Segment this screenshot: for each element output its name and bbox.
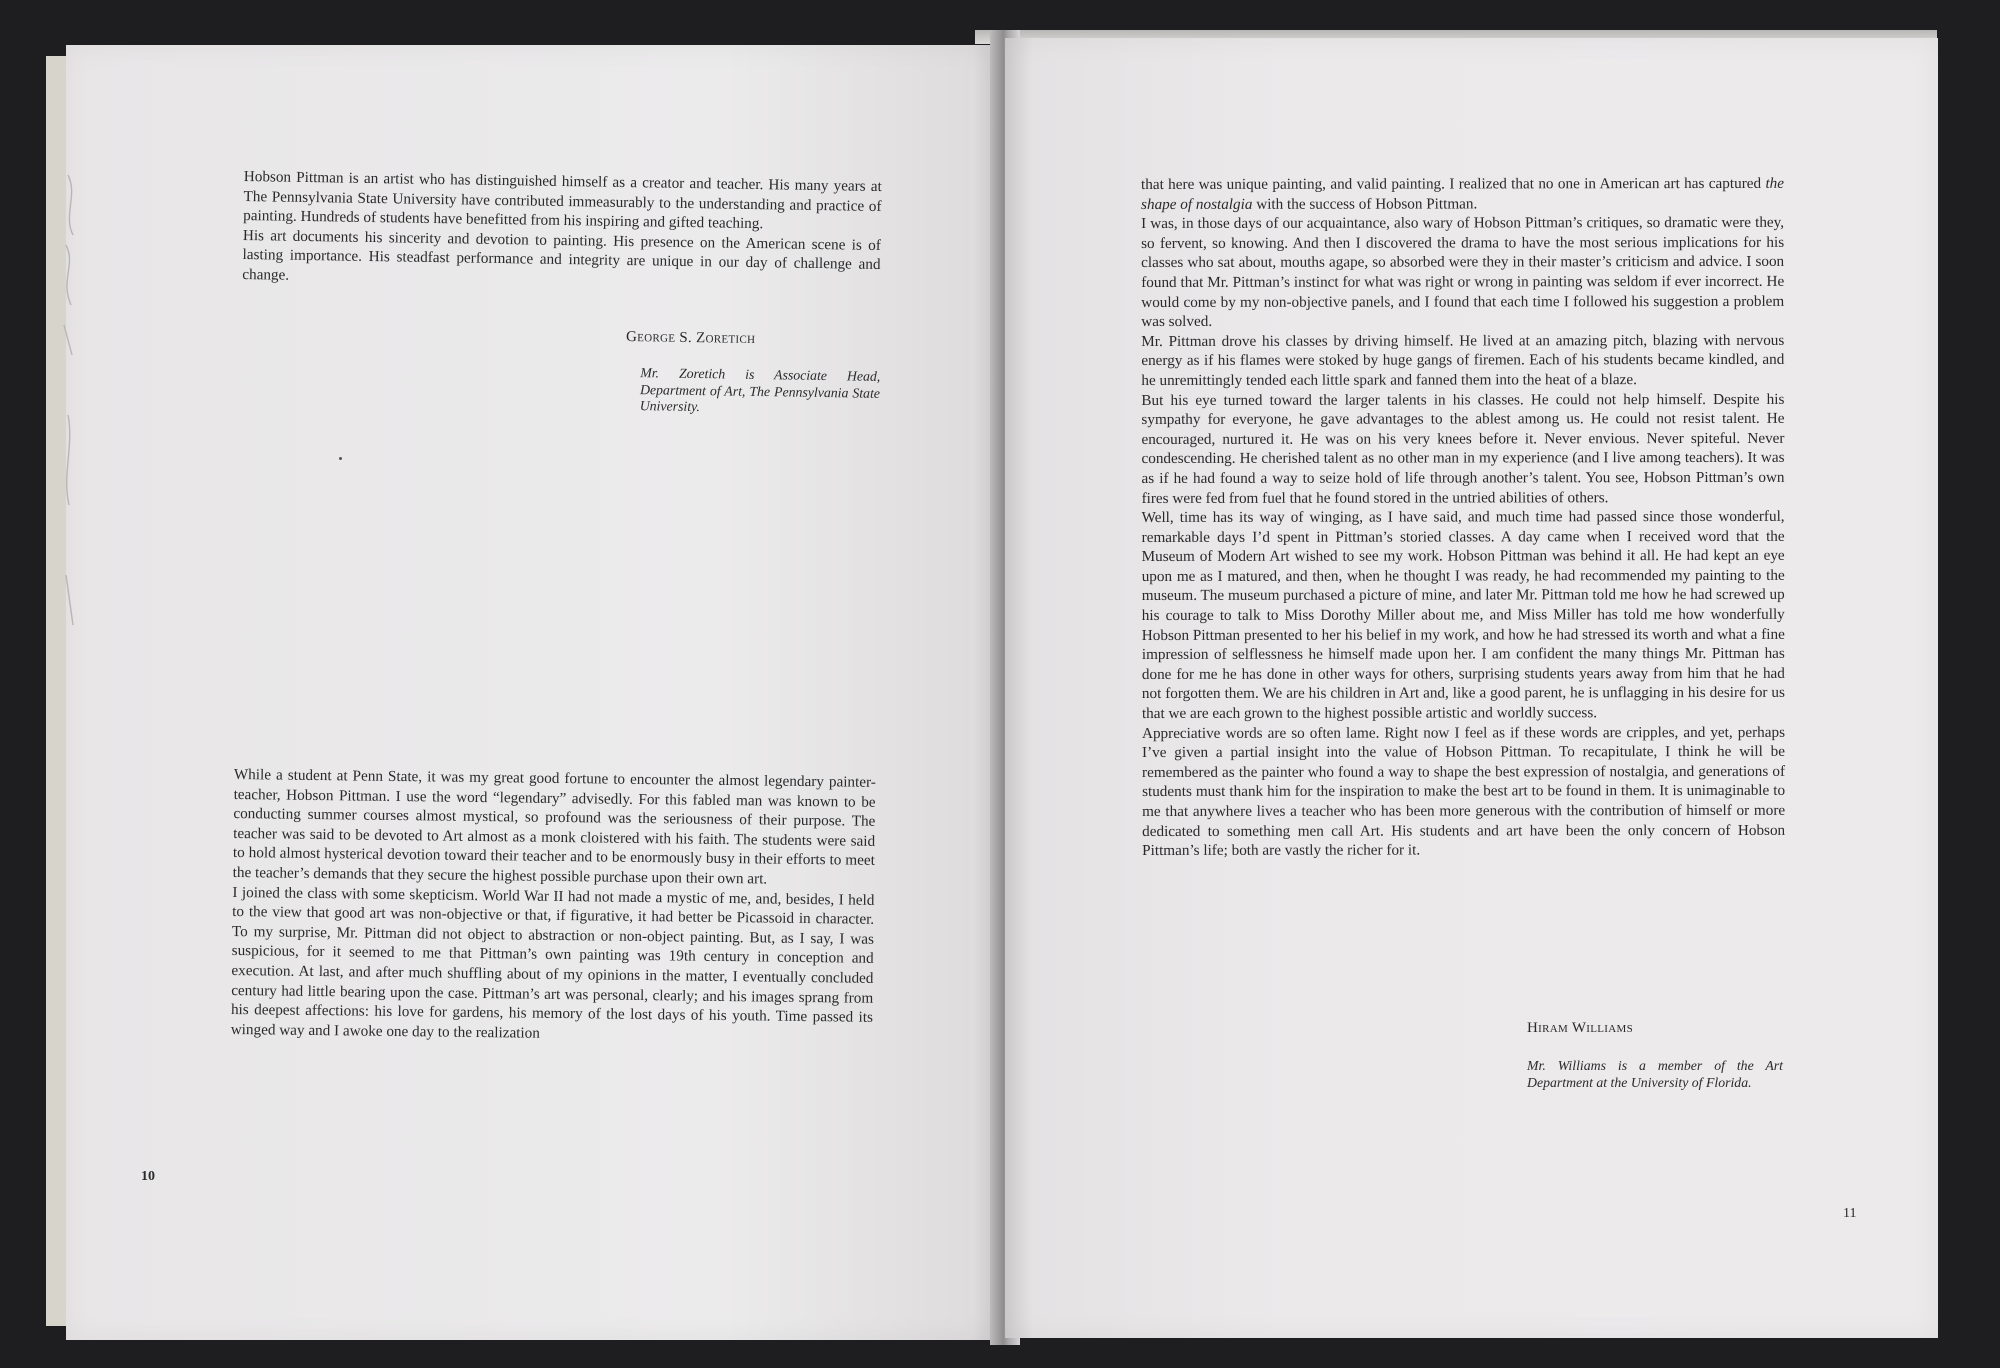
- left-page: [66, 45, 1001, 1340]
- body-paragraph: I was, in those days of our acquaintance, also wary of Hobson Pittman’s critiques, so dramatic were they, so fervent, so knowing. And then I discovered the drama to have the most serious implications for his classes who sat about, mouths agape, so absorbed were they in their master’s criticism and advice. I soon found that Mr. Pittman’s instinct for what was right or wrong in painting was seldom if ever incorrect. He would come by my non-objective panels, and I found that each time I followed his suggestion a problem was solved.: [1141, 214, 1785, 331]
- signature-zoretich: George S. Zoretich: [625, 328, 756, 348]
- body-paragraph: But his eye turned toward the larger talents in his classes. He could not help himself. Despite his sympathy for everyone, he gave advantages to the ablest among us. He could not resist talent. He encouraged, nurtured it. He was on his very knees before it. Never envious. Never spiteful. Never condescending. He cherished talent as no other man in my experience (and I live among teachers). It was as if he had found a way to seize hold of life through another’s talent. You see, Hobson Pittman’s own fires were fed from fuel that he found stored in the untried abilities of others.: [1141, 390, 1785, 507]
- body-paragraph: Well, time has its way of winging, as I have said, and much time had passed since those wonderful, remarkable days I’d spent in Pittman’s storied classes. A day came when I received word that the Museum of Modern Art wished to see my work. Hobson Pittman was behind it all. He had kept an eye upon me as I matured, and then, when he thought I was ready, he had recommended my painting to the museum. The museum purchased a picture of mine, and later Mr. Pittman told me how he had screwed up his courage to talk to Miss Dorothy Miller about me, and Miss Miller has told me how wonderfully Hobson Pittman presented to her his belief in my work, and how he had stressed its worth and what a fine impression of selflessness he himself made upon her. I am confident the many things Mr. Pittman has done for me he has done in other ways for others, surprising students years away from him that he had not forgotten them. We are his children in Art and, like a good parent, he is unflagging in his desire for us that we are each grown to the highest possible artistic and worldly success.: [1141, 507, 1785, 723]
- pencil-marks: [38, 155, 98, 715]
- opening-lead: that here was unique painting, and valid painting. I realized that no one in American art has captured: [1141, 174, 1766, 193]
- opening-tail: with the success of Hobson Pittman.: [1252, 195, 1478, 213]
- page-speck: [339, 457, 342, 460]
- page-number-left: 10: [141, 1169, 155, 1184]
- essay-block: [231, 765, 876, 1047]
- continuation-block: [1141, 174, 1785, 861]
- essay-paragraph: While a student at Penn State, it was my great good fortune to encounter the almost legendary painter-teacher, Hobson Pittman. I use the word “legendary” advisedly. For this fabled man was known to be conducting summer courses almost mystical, so profound was the seriousness of their purpose. The teacher was said to be devoted to Art almost as a monk cloistered with his faith. The students were said to hold almost hysterical devotion toward their teacher and to be enormously busy in their efforts to meet the teacher’s demands that they secure the highest possible purchase upon their own art.: [232, 765, 876, 888]
- opening-paragraph: [1141, 174, 1784, 214]
- essay-paragraph: I joined the class with some skepticism. World War II had not made a mystic of me, and, besides, I held to the view that good art was non-objective or that, if figurative, it had better be Picassoid in character. To my surprise, Mr. Pittman did not object to abstraction or non-object painting. But, as I say, I was suspicious, for it seemed to me that Pittman’s own painting was 19th century in conception and execution. At last, and after much shuffling about of my opinions in the matter, I eventually concluded century had little bearing upon the case. Pittman’s art was personal, clearly; and his images sprang from his deepest affections: his love for gardens, his memory of the lost days of his youth. Time passed its winged way and I awoke one day to the realization: [230, 883, 875, 1042]
- right-page: [1005, 38, 1938, 1338]
- intro-paragraph: Hobson Pittman is an artist who has distinguished himself as a creator and teacher. His many years at The Pennsylvania State University have contributed immeasurably to the understanding and practice of painting. Hundreds of students have benefitted from his inspiring and gifted teaching.: [243, 167, 882, 233]
- page-number-right: 11: [1843, 1206, 1857, 1221]
- intro-block: [242, 167, 882, 295]
- caption-zoretich: Mr. Zoretich is Associate Head, Department of Art, The Pennsylvania State University.: [639, 365, 881, 415]
- caption-williams: Mr. Williams is a member of the Art Department at the University of Florida.: [1527, 1058, 1783, 1090]
- body-paragraph: Mr. Pittman drove his classes by driving himself. He lived at an amazing pitch, blazing with nervous energy as if his flames were stoked by huge gangs of firemen. Each of his students became kindled, and he unremittingly tended each little spark and fanned them into the heat of a blaze.: [1141, 331, 1785, 389]
- body-paragraph: Appreciative words are so often lame. Right now I feel as if these words are cripples, and yet, perhaps I’ve given a partial insight into the value of Hobson Pittman. To recapitulate, I think he will be remembered as the painter who found a way to shape the best expression of nostalgia, and generations of students must thank him for the inspiration to make the best art to be found in them. It is unimaginable to me that anywhere lives a teacher who has been more generous with the contribution of himself or more dedicated to something men call Art. His students and art have been the only concern of Hobson Pittman’s life; both are vastly the richer for it.: [1141, 723, 1786, 860]
- opening-emphasis: the shape of nostalgia: [1141, 174, 1785, 213]
- intro-paragraph: His art documents his sincerity and devotion to painting. His presence on the American scene is of lasting importance. His steadfast performance and integrity are unique in our day of challenge and change.: [242, 226, 881, 284]
- signature-williams: Hiram Williams: [1527, 1020, 1634, 1036]
